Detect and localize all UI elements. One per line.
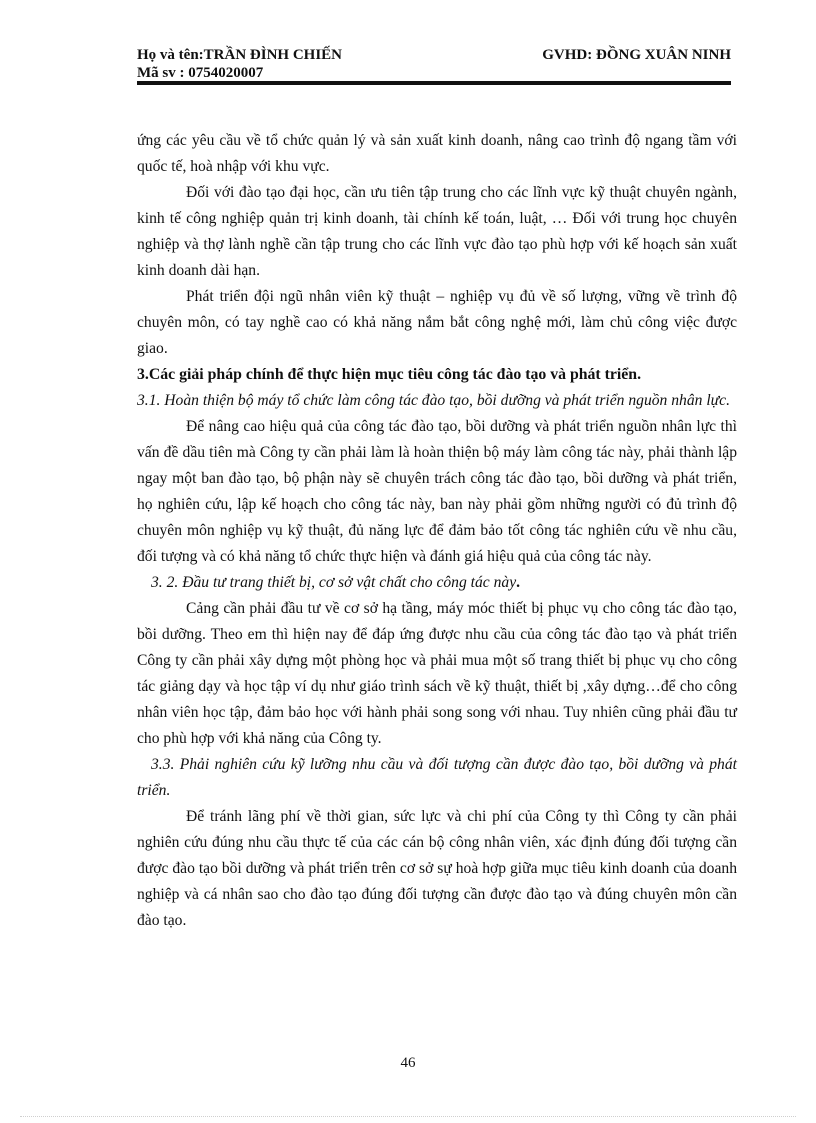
section-heading-3: 3.Các giải pháp chính để thực hiện mục tiêu công tác đào tạo và phát triển. [137,366,642,383]
paragraph-equipment: Cảng cần phải đầu tư về cơ sở hạ tầng, máy móc thiết bị phục vụ cho công tác đào tạo, bồi dưỡng. Theo em thì hiện nay để đáp ứng được nhu cầu của công tác đào tạo và phát triển Công ty cần phải xây dựng một phòng học và phải mua một số trang thiết bị phục vụ cho công tác giảng dạy và học tập ví dụ như giáo trình sách về kỹ thuật, thiết bị ,xây dựng…để cho công nhân viên học tập, đảm bảo học với hành phải song song với nhau. Tuy nhiên cũng phải đầu tư cho phù hợp với khả năng của Công ty. [137,600,737,747]
paragraph-continuation: ứng các yêu cầu về tổ chức quản lý và sản xuất kinh doanh, nâng cao trình độ ngang tầm với quốc tế, hoà nhập với khu vực. [137,132,737,175]
paragraph-organization: Để nâng cao hiệu quả của công tác đào tạo, bồi dưỡng và phát triển nguồn nhân lực thì vấn đề dầu tiên mà Công ty cần phải làm là hoàn thiện bộ máy làm công tác này, phải thành lập ngay một ban đào tạo, bộ phận này sẽ chuyên trách công tác đào tạo, bồi dưỡng và phát triển, họ nghiên cứu, lập kế hoạch cho công tác này, ban này phải gồm những người có đủ trình độ chuyên môn nghiệp vụ kỹ thuật, đủ năng lực để đảm bảo tốt công tác nghiên cứu về nhu cầu, đối tượng và có khả năng tổ chức thực hiện và đánh giá hiệu quả của công tác này. [137,418,737,565]
advisor-name: GVHD: ĐỒNG XUÂN NINH [542,47,731,63]
paragraph-university-training: Đối với đào tạo đại học, cần ưu tiên tập trung cho các lĩnh vực kỹ thuật chuyên ngành, kinh tế công nghiệp quản trị kinh doanh, tài chính kế toán, luật, … Đối với trung học chuyên nghiệp và thợ lành nghề cần tập trung cho các lĩnh vực đào tạo phù hợp với kế hoạch sản xuất kinh doanh dài hạn. [137,184,737,279]
subsection-heading-3-2-period: . [516,574,521,591]
document-body [137,128,737,934]
paragraph-needs-research: Để tránh lãng phí về thời gian, sức lực và chi phí của Công ty thì Công ty cần phải nghiên cứu đúng nhu cầu thực tế của các cán bộ công nhân viên, xác định đúng đối tượng cần được đào tạo bồi dưỡng và phát triển trên cơ sở sự hoà hợp giữa mục tiêu kinh doanh của doanh nghiệp và cá nhân sao cho đào tạo đúng đối tượng cần được đào tạo và đúng chuyên môn cần đào tạo. [137,808,737,929]
paragraph-staff-development: Phát triển đội ngũ nhân viên kỹ thuật – nghiệp vụ đủ về số lượng, vững về trình độ chuyên môn, có tay nghề cao có khả năng nắm bắt công nghệ mới, làm chủ công việc được giao. [137,288,737,357]
page-bottom-border [20,1116,796,1117]
header-rule [137,81,731,85]
subsection-heading-3-1: 3.1. Hoàn thiện bộ máy tổ chức làm công tác đào tạo, bồi dưỡng và phát triển nguồn nhân lực. [137,392,730,409]
student-info [137,46,342,82]
student-id: Mã sv : 0754020007 [137,65,264,81]
subsection-heading-3-2 [137,570,737,596]
subsection-heading-3-2-text: 3. 2. Đầu tư trang thiết bị, cơ sở vật chất cho công tác này [151,574,517,591]
page-number: 46 [400,1055,416,1071]
author-name: Họ và tên:TRẦN ĐÌNH CHIẾN [137,47,343,63]
page-header [137,46,731,86]
subsection-heading-3-3: 3.3. Phải nghiên cứu kỹ lưỡng nhu cầu và đối tượng cần được đào tạo, bồi dưỡng và phát triển. [137,756,737,799]
